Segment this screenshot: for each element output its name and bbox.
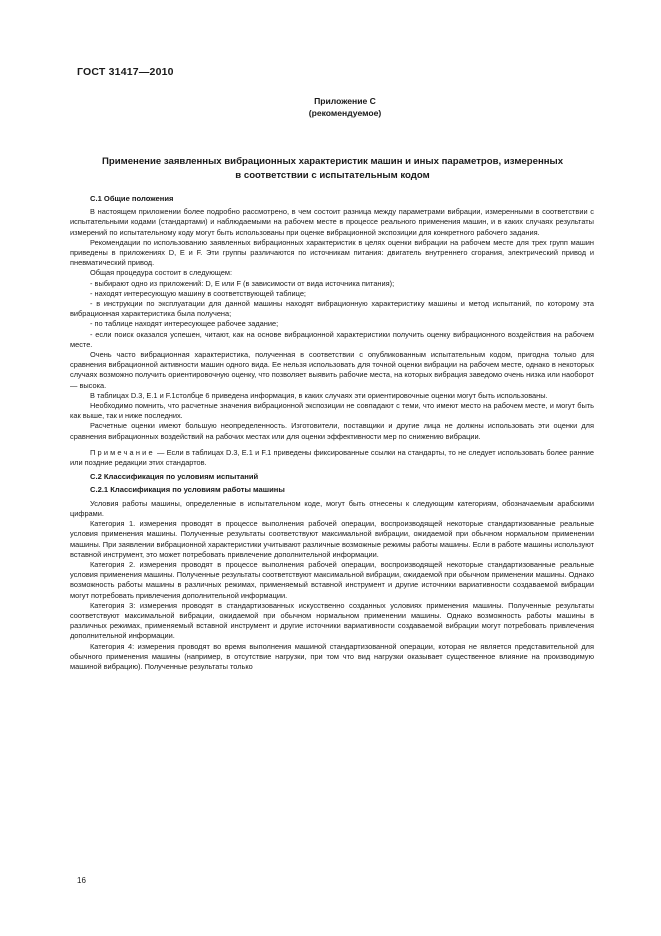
paragraph: Необходимо помнить, что расчетные значения вибрационной экспозиции не совпадают с теми, что имеют место на рабочем месте, и могут быть как выше, так и ниже последних. bbox=[70, 401, 594, 421]
list-item: - если поиск оказался успешен, читают, как на основе вибрационной характеристики получить оценку вибрационного воздействия на рабочем месте. bbox=[70, 329, 594, 349]
page-number: 16 bbox=[77, 876, 86, 885]
annex-title: Приложение С bbox=[314, 96, 376, 106]
category-paragraph: Категория 4: измерения проводят во время выполнения машиной стандартизованной операции, которая не является представительной для обычного применения машины (например, в отсутствие нагрузки, при том что вид нагрузки оказывает существенное влияние на производимую машиной вибрацию). Полученные результаты только bbox=[70, 641, 594, 671]
category-paragraph: Категория 2. измерения проводят в процессе выполнения рабочей операции, воспроизводящей некоторые стандартизованные реальные условия применения машины. Полученные результаты соответствуют максимальной вибрации, ожидаемой при обычном применении машины. Однако возможность работы машины в различных режимах, применяемый вставной инструмент и другие источники вариативности создаваемой вибрации могут потребовать привлечения дополнительной информации. bbox=[70, 559, 594, 600]
paragraph: Условия работы машины, определенные в испытательном коде, могут быть отнесены к следующим категориям, обозначаемым арабскими цифрами. bbox=[70, 498, 594, 518]
note-label: Примечание bbox=[90, 447, 155, 457]
annex-heading-line-1: Применение заявленных вибрационных характеристик машин и иных параметров, измеренных bbox=[101, 156, 564, 167]
list-item: - по таблице находят интересующее рабочее задание; bbox=[90, 319, 279, 329]
list-item: - выбирают одно из приложений: D, Е или F (в зависимости от вида источника питания); bbox=[90, 278, 395, 288]
category-paragraph: Категория 1. измерения проводят в процессе выполнения рабочей операции, воспроизводящей некоторые стандартизованные реальные условия применения машины. Полученные результаты соответствуют максимальной вибрации, ожидаемой при обычном нормальном применении машины. При заявлении вибрационной характеристики учитывают различные возможные режимы работы машины. Если в работе машины используют вставной инструмент, это может потребовать привлечение дополнительной информации. bbox=[70, 519, 594, 559]
paragraph: В таблицах D.3, Е.1 и F.1столбце 6 приведена информация, в каких случаях эти ориентировочные оценки могут быть использованы. bbox=[90, 390, 548, 400]
annex-heading bbox=[70, 155, 595, 183]
document-header: ГОСТ 31417—2010 bbox=[77, 66, 174, 78]
list-item: - находят интересующую машину в соответствующей таблице; bbox=[90, 288, 306, 298]
document-body bbox=[70, 194, 594, 672]
note-text: — Если в таблицах D.3, Е.1 и F.1 приведены фиксированные ссылки на стандарты, то не следует использовать более ранние или поздние редакции этих стандартов. bbox=[70, 447, 594, 468]
note bbox=[70, 448, 594, 468]
annex-heading-line-2: в соответствии с испытательным кодом bbox=[235, 170, 430, 181]
paragraph: Общая процедура состоит в следующем: bbox=[90, 268, 233, 278]
section-heading-c1: С.1 Общие положения bbox=[90, 194, 174, 203]
list-item: - в инструкции по эксплуатации для данной машины находят вибрационную характеристику машины и метод испытаний, по которому эта вибрационная характеристика была получена; bbox=[70, 299, 594, 319]
subsection-heading-c2-1: С.2.1 Классификация по условиям работы машины bbox=[90, 485, 285, 495]
paragraph: Рекомендации по использованию заявленных вибрационных характеристик в целях оценки вибрации на рабочем месте для трех групп машин приведены в приложениях D, Е и F. Эти группы различаются по источникам питания: двигатель внутреннего сгорания, электрический привод и пневматический привод. bbox=[70, 237, 594, 268]
category-paragraph: Категория 3: измерения проводят в стандартизованных искусственно созданных условиях применения машины. Полученные результаты соответствуют максимальной вибрации, ожидаемой при обычном нормальном применении машины. Однако возможность работы машины в различных режимах, применяемый вставной инструмент и другие источники вариативности создаваемой вибрации могут потребовать привлечения дополнительной информации. bbox=[70, 600, 594, 641]
annex-status: (рекомендуемое) bbox=[308, 108, 382, 118]
section-heading-c2: С.2 Классификация по условиям испытаний bbox=[90, 472, 259, 482]
paragraph: Очень часто вибрационная характеристика, полученная в соответствии с опубликованным испытательным кодом, пригодна только для сравнения вибрационной активности машин одного вида. Ее нельзя использовать для точной оценки вибрации на рабочем месте, однако в некоторых случаях возможно получить ориентировочную оценку, что позволяет выявить рабочие места, на которых вибрация заведомо очень низка или наоборот — высока. bbox=[70, 350, 594, 390]
paragraph: Расчетные оценки имеют большую неопределенность. Изготовители, поставщики и другие лица не должны использовать эти оценки для сравнения вибрационных воздействий на рабочих местах или для оценки эффективности мер по снижению вибрации. bbox=[70, 421, 594, 441]
paragraph: В настоящем приложении более подробно рассмотрено, в чем состоит разница между параметрами вибрации, измеренными в соответствии с испытательными кодами (стандартами) и наблюдаемыми на рабочем месте в процессе реального применения машин, и в каких случаях результаты измерений по испытательному коду могут быть использованы при оценке вибрационной экспозиции для конкретного рабочего задания. bbox=[70, 207, 594, 237]
